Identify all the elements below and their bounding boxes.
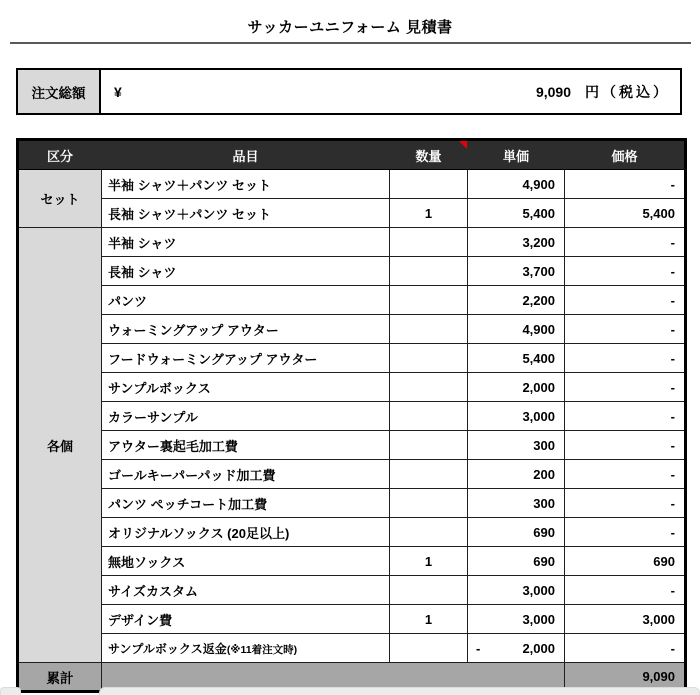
item-cell: 長袖 シャツ＋パンツ セット [102, 199, 390, 228]
table-row [18, 576, 686, 605]
col-header-qty [390, 140, 468, 170]
unit-price-cell: 3,000 [468, 402, 565, 431]
order-total-label: 注文総額 [18, 70, 101, 113]
price-cell: - [565, 344, 686, 373]
unit-price-cell: 3,700 [468, 257, 565, 286]
unit-price-cell: 300 [468, 489, 565, 518]
qty-cell[interactable] [390, 402, 468, 431]
negative-sign: - [476, 640, 481, 656]
col-header-unit-price: 単価 [468, 140, 565, 170]
qty-cell[interactable] [390, 170, 468, 199]
qty-cell[interactable] [390, 344, 468, 373]
item-label: サンプルボックス返金 [108, 641, 227, 656]
unit-price-cell: 690 [468, 518, 565, 547]
price-cell: - [565, 402, 686, 431]
qty-cell[interactable] [390, 257, 468, 286]
table-row [18, 605, 686, 634]
table-row [18, 460, 686, 489]
price-cell: - [565, 634, 686, 663]
unit-price-cell: 300 [468, 431, 565, 460]
item-cell: サンプルボックス [102, 373, 390, 402]
item-cell: 半袖 シャツ [102, 228, 390, 257]
table-row [18, 228, 686, 257]
unit-price-cell: 5,400 [468, 199, 565, 228]
item-note: (※11着注文時) [226, 643, 298, 656]
unit-price-cell: 4,900 [468, 315, 565, 344]
price-cell: - [565, 431, 686, 460]
table-row [18, 431, 686, 460]
table-row [18, 286, 686, 315]
item-cell: オリジナルソックス (20足以上) [102, 518, 390, 547]
price-cell: - [565, 373, 686, 402]
order-total-value [101, 70, 680, 113]
qty-cell[interactable] [390, 228, 468, 257]
qty-cell[interactable] [390, 315, 468, 344]
col-header-item: 品目 [102, 140, 390, 170]
table-row [18, 170, 686, 199]
qty-cell[interactable]: 1 [390, 199, 468, 228]
unit-price-cell [468, 634, 565, 663]
unit-price-cell: 2,000 [468, 373, 565, 402]
qty-cell[interactable] [390, 576, 468, 605]
price-cell: 3,000 [565, 605, 686, 634]
price-cell: - [565, 576, 686, 605]
order-total-amount: 9,090 [535, 83, 571, 100]
order-total-box [16, 68, 682, 115]
qty-cell[interactable] [390, 634, 468, 663]
item-cell: 長袖 シャツ [102, 257, 390, 286]
price-cell: - [565, 489, 686, 518]
price-cell: - [565, 228, 686, 257]
unit-price-cell: 2,200 [468, 286, 565, 315]
table-row [18, 489, 686, 518]
unit-price-cell: 5,400 [468, 344, 565, 373]
unit-price-cell: 200 [468, 460, 565, 489]
price-cell: - [565, 257, 686, 286]
price-cell: - [565, 286, 686, 315]
unit-price-cell: 3,000 [468, 605, 565, 634]
item-cell: 半袖 シャツ＋パンツ セット [102, 170, 390, 199]
qty-cell[interactable]: 1 [390, 547, 468, 576]
table-row [18, 373, 686, 402]
table-row [18, 257, 686, 286]
table-row [18, 634, 686, 663]
title-divider [10, 42, 691, 44]
currency-symbol: ¥ [114, 83, 122, 100]
price-cell: - [565, 170, 686, 199]
table-row [18, 518, 686, 547]
item-cell: 無地ソックス [102, 547, 390, 576]
order-total-amount-group [536, 82, 670, 102]
total-label: 累計 [18, 663, 102, 692]
item-cell: ウォーミングアップ アウター [102, 315, 390, 344]
unit-price-cell: 4,900 [468, 170, 565, 199]
order-total-unit: 円（税込） [585, 83, 670, 100]
price-cell: - [565, 518, 686, 547]
item-cell [102, 634, 390, 663]
item-cell: パンツ ペッチコート加工費 [102, 489, 390, 518]
sheet-tab-stub-left[interactable] [0, 687, 21, 695]
qty-cell[interactable] [390, 286, 468, 315]
total-price: 9,090 [565, 663, 686, 692]
qty-cell[interactable] [390, 518, 468, 547]
group-cell-set: セット [18, 170, 102, 228]
price-cell: 690 [565, 547, 686, 576]
item-cell: カラーサンプル [102, 402, 390, 431]
group-cell-individual: 各個 [18, 228, 102, 663]
unit-price-cell: 690 [468, 547, 565, 576]
table-header-row [18, 140, 686, 170]
col-header-price: 価格 [565, 140, 686, 170]
item-cell: デザイン費 [102, 605, 390, 634]
table-row [18, 344, 686, 373]
table-row [18, 199, 686, 228]
item-cell: パンツ [102, 286, 390, 315]
sheet-tab-stub-right[interactable] [99, 687, 700, 695]
unit-price-value: 2,000 [522, 640, 555, 656]
col-header-qty-label: 数量 [415, 148, 442, 164]
qty-cell[interactable] [390, 489, 468, 518]
price-cell: - [565, 315, 686, 344]
item-cell: アウター裏起毛加工費 [102, 431, 390, 460]
page-title: サッカーユニフォーム 見積書 [247, 19, 453, 36]
item-cell: サイズカスタム [102, 576, 390, 605]
qty-cell[interactable]: 1 [390, 605, 468, 634]
quote-table [16, 138, 687, 693]
table-row [18, 402, 686, 431]
comment-marker-icon[interactable] [459, 141, 467, 149]
item-cell: フードウォーミングアップ アウター [102, 344, 390, 373]
qty-cell[interactable] [390, 373, 468, 402]
qty-cell[interactable] [390, 431, 468, 460]
item-cell: ゴールキーパーパッド加工費 [102, 460, 390, 489]
unit-price-cell: 3,200 [468, 228, 565, 257]
col-header-category: 区分 [18, 140, 102, 170]
table-row [18, 315, 686, 344]
price-cell: 5,400 [565, 199, 686, 228]
table-row [18, 547, 686, 576]
price-cell: - [565, 460, 686, 489]
unit-price-cell: 3,000 [468, 576, 565, 605]
qty-cell[interactable] [390, 460, 468, 489]
